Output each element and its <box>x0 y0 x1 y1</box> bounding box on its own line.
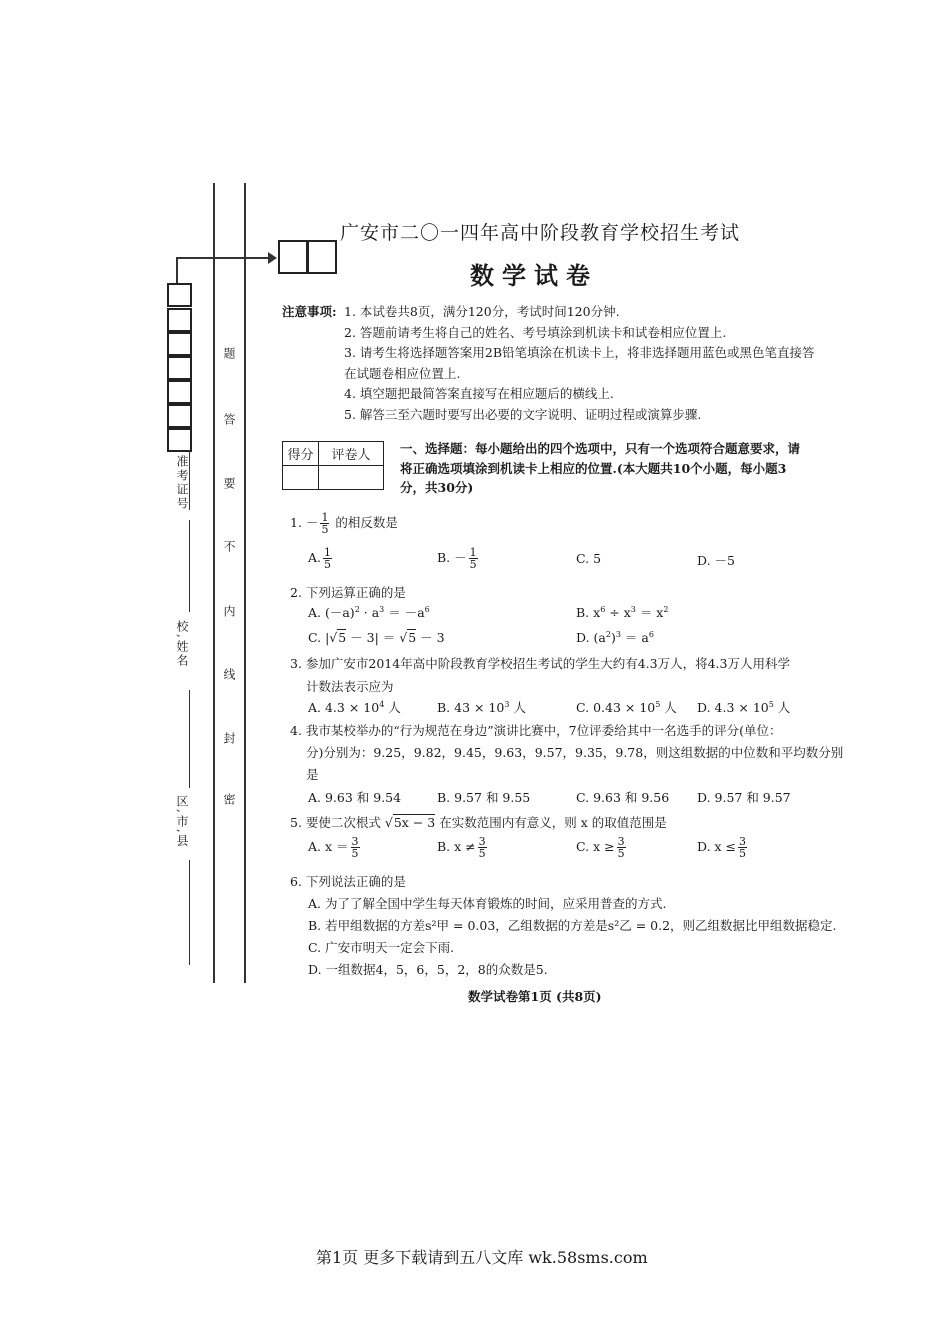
q6-option-a[interactable]: A. 为了了解全国中学生每天体育锻炼的时间，应采用普查的方式. <box>308 896 667 911</box>
arrow-head-icon <box>268 252 277 264</box>
score-cell[interactable] <box>283 466 319 490</box>
seal-char-5: 不 <box>222 540 236 554</box>
id-box-2 <box>167 308 192 332</box>
q3-option-d[interactable]: D. $4.3 \times 10^5$ 人 <box>697 699 791 715</box>
q4-option-c[interactable]: C. 9.63 和 9.56 <box>576 790 670 805</box>
exam-title: 广安市二〇一四年高中阶段教育学校招生考试 <box>340 222 741 244</box>
question-4-line-1: 4. 我市某校举办的“行为规范在身边”演讲比赛中，7位评委给其中一名选手的评分(单位： <box>290 723 782 738</box>
grader-cell[interactable] <box>319 466 384 490</box>
id-box-5 <box>167 380 192 404</box>
id-box-7 <box>167 428 192 452</box>
q3-option-b[interactable]: B. $43 \times 10^3$ 人 <box>437 699 526 715</box>
question-6: 6. 下列说法正确的是 <box>290 874 406 889</box>
candidate-id-label: 准考证号 <box>175 455 189 511</box>
district-underline <box>189 690 190 788</box>
q4-option-a[interactable]: A. 9.63 和 9.54 <box>308 790 402 805</box>
q5-stem-pre: 5. 要使二次根式 <box>290 815 381 830</box>
subject-title: 数学试卷 <box>470 261 598 290</box>
page-number-label: 数学试卷第1页 (共8页) <box>468 989 602 1004</box>
q1-option-c[interactable]: C. 5 <box>576 551 602 566</box>
seal-char-1: 密 <box>222 793 236 807</box>
q5-option-c[interactable]: C. x ≥ $\frac{3}{5}$ <box>576 835 625 860</box>
note-item: 3. 请考生将选择题答案用2B铅笔填涂在机读卡上，将非选择题用蓝色或黑色笔直接答在试题卷相应位置上. <box>344 345 815 381</box>
question-5: 5. 要使二次根式 √5x − 3 在实数范围内有意义，则 x 的取值范围是 <box>290 815 667 830</box>
q5-option-a[interactable]: A. x ＝ $\frac{3}{5}$ <box>308 835 359 860</box>
q5-option-b[interactable]: B. x ≠ $\frac{3}{5}$ <box>437 835 486 860</box>
note-item: 2. 答题前请考生将自己的姓名、考号填涂到机读卡和试卷相应位置上. <box>344 324 727 340</box>
seal-char-4: 内 <box>222 605 236 619</box>
school-name-underline <box>189 520 190 612</box>
id-box-1 <box>167 283 192 307</box>
fraction-1-5: $\frac{1}{5}$ <box>321 511 329 536</box>
q2-option-b[interactable]: B. $x^6 \div x^3 = x^2$ <box>576 604 669 620</box>
candidate-id-underline <box>189 450 190 510</box>
q5-stem-post: 在实数范围内有意义，则 x 的取值范围是 <box>439 815 667 830</box>
district-label: 区,市,县 <box>175 795 189 849</box>
note-item: 1. 本试卷共8页，满分120分，考试时间120分钟. <box>344 304 620 319</box>
q1-option-a[interactable]: A. $\frac{1}{5}$ <box>308 546 332 571</box>
question-2: 2. 下列运算正确的是 <box>290 585 406 600</box>
question-1: 1. － $\frac{1}{5}$ 的相反数是 <box>290 511 398 536</box>
q2-option-a[interactable]: A. $(-a)^2 \cdot a^3 = -a^6$ <box>308 604 430 620</box>
seal-char-8: 题 <box>222 347 236 361</box>
q4-option-b[interactable]: B. 9.57 和 9.55 <box>437 790 531 805</box>
download-watermark: 第1页 更多下载请到五八文库 wk.58sms.com <box>316 1248 648 1267</box>
district-underline-2 <box>189 860 190 965</box>
score-table <box>282 441 384 490</box>
note-item: 4. 填空题把最简答案直接写在相应题后的横线上. <box>344 386 614 401</box>
q5-option-d[interactable]: D. x ≤ $\frac{3}{5}$ <box>697 835 747 860</box>
id-box-3 <box>167 332 192 356</box>
note-item: 5. 解答三至六题时要写出必要的文字说明、证明过程或演算步骤. <box>344 406 702 422</box>
score-header: 得分 <box>283 442 319 466</box>
question-3-line-2: 计数法表示应为 <box>306 679 394 694</box>
notes-label: 注意事项: <box>282 304 337 319</box>
arrow-connector-horizontal <box>176 257 272 259</box>
seal-char-2: 封 <box>222 732 236 746</box>
q2-option-c[interactable]: C. |√5 － 3| ＝ √5 － 3 <box>308 630 445 645</box>
seat-number-box-1 <box>278 240 308 274</box>
seal-char-3: 线 <box>222 668 236 682</box>
seal-char-6: 要 <box>222 477 236 491</box>
q3-option-c[interactable]: C. $0.43 \times 10^5$ 人 <box>576 699 677 715</box>
binding-line-right <box>244 183 246 983</box>
q1-stem: 的相反数是 <box>335 515 398 530</box>
q6-option-d[interactable]: D. 一组数据4，5，6，5，2，8的众数是5. <box>308 962 548 977</box>
grader-header: 评卷人 <box>319 442 384 466</box>
q6-option-c[interactable]: C. 广安市明天一定会下雨. <box>308 940 455 955</box>
school-name-label: 校,姓名 <box>175 620 189 668</box>
q4-option-d[interactable]: D. 9.57 和 9.57 <box>697 790 791 805</box>
question-4-line-2: 分)分别为：9.25，9.82，9.45，9.63，9.57，9.35，9.78，则这组数据的中位数和平均数分别 <box>306 745 844 760</box>
question-4-line-3: 是 <box>306 767 319 782</box>
q1-option-d[interactable]: D. －5 <box>697 553 735 568</box>
q1-option-b[interactable]: B. － $\frac{1}{5}$ <box>437 546 477 571</box>
q6-option-b[interactable]: B. 若甲组数据的方差s²甲 = 0.03，乙组数据的方差是s²乙 = 0.2，则乙组数据比甲组数据稳定. <box>308 918 837 933</box>
q2-option-d[interactable]: D. $(a^2)^3 = a^6$ <box>576 629 654 645</box>
notes-block <box>282 302 822 425</box>
q1-number: 1. <box>290 515 302 530</box>
q3-option-a[interactable]: A. $4.3 \times 10^4$ 人 <box>308 699 401 715</box>
id-box-4 <box>167 356 192 380</box>
id-box-6 <box>167 404 192 428</box>
section-1-heading: 一、选择题：每小题给出的四个选项中，只有一个选项符合题意要求，请将正确选项填涂到机读卡上相应的位置.(本大题共10个小题，每小题3分，共30分) <box>400 441 801 495</box>
question-3-line-1: 3. 参加广安市2014年高中阶段教育学校招生考试的学生大约有4.3万人，将4.3万人用科学 <box>290 656 790 671</box>
binding-line-left <box>213 183 215 983</box>
seal-char-7: 答 <box>222 413 236 427</box>
seat-number-box-2 <box>307 240 337 274</box>
